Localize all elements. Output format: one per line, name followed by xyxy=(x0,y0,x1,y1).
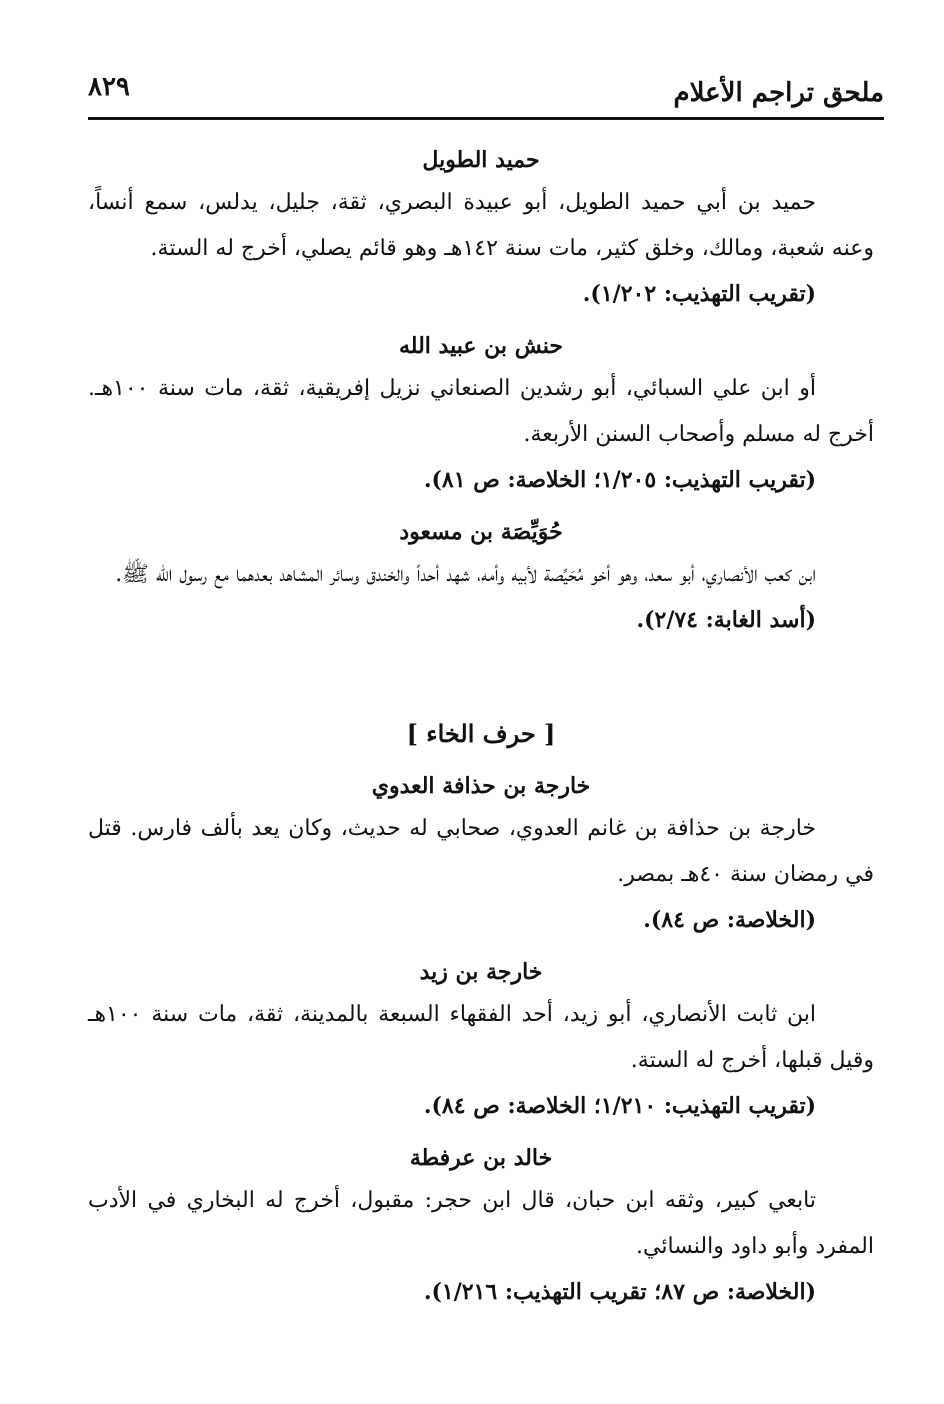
entry xyxy=(88,952,874,1128)
running-title: ملحق تراجم الأعلام xyxy=(673,78,884,108)
section-heading: [ حرف الخاء ] xyxy=(406,719,556,748)
entry-body: خارجة بن حذافة بن غانم العدوي، صحابي له حديث، وكان يعد بألف فارس. قتل في رمضان سنة ٤٠هـ بمصر. xyxy=(88,816,874,887)
entry-body: ابن كعب الأنصاري، أبو سعد، وهو أخو مُحَيِّصة لأبيه وأمه، شهد أحداً والخندق وسائر المشاهد بعدهما مع رسول الله ﷺ. xyxy=(115,562,816,587)
page-content xyxy=(88,140,874,1324)
entry-body: تابعي كبير، وثقه ابن حبان، قال ابن حجر: مقبول، أخرج له البخاري في الأدب المفرد وأبو داود والنسائي. xyxy=(88,1188,874,1259)
entry xyxy=(88,1138,874,1314)
entry-reference: (تقريب التهذيب: ١/٢٠٢). xyxy=(582,281,816,307)
entry-body: أو ابن علي السبائي، أبو رشدين الصنعاني نزيل إفريقية، ثقة، مات سنة ١٠٠هـ. أخرج له مسلم وأصحاب السنن الأربعة. xyxy=(88,376,874,447)
entry-title: حُوَيِّصَة بن مسعود xyxy=(399,519,563,545)
entry-title: حنش بن عبيد الله xyxy=(399,333,563,359)
entry-reference: (تقريب التهذيب: ١/٢١٠؛ الخلاصة: ص ٨٤). xyxy=(423,1093,816,1119)
entry xyxy=(88,140,874,316)
entry-reference: (الخلاصة: ص ٨٧؛ تقريب التهذيب: ١/٢١٦). xyxy=(423,1279,816,1305)
entry-reference: (تقريب التهذيب: ١/٢٠٥؛ الخلاصة: ص ٨١). xyxy=(423,467,816,493)
entry-title: حميد الطويل xyxy=(422,147,540,173)
entry-reference: (أسد الغابة: ٢/٧٤). xyxy=(636,607,816,633)
header-rule xyxy=(88,117,884,120)
entry-body: حميد بن أبي حميد الطويل، أبو عبيدة البصري، ثقة، جليل، يدلس، سمع أنساً، وعنه شعبة، ومالك، وخلق كثير، مات سنة ١٤٢هـ وهو قائم يصلي، أخرج له الستة. xyxy=(88,190,874,261)
entry xyxy=(88,326,874,502)
entry-title: خارجة بن زيد xyxy=(419,959,543,985)
page-header xyxy=(88,68,884,120)
entry-title: خارجة بن حذافة العدوي xyxy=(371,773,591,799)
entry-body: ابن ثابت الأنصاري، أبو زيد، أحد الفقهاء السبعة بالمدينة، ثقة، مات سنة ١٠٠هـ وقيل قبلها، أخرج له الستة. xyxy=(88,1002,874,1073)
entry xyxy=(88,512,874,642)
page-number: ٨٢٩ xyxy=(88,72,130,102)
entry-reference: (الخلاصة: ص ٨٤). xyxy=(643,907,816,933)
entry-title: خالد بن عرفطة xyxy=(409,1145,553,1171)
entry xyxy=(88,766,874,942)
